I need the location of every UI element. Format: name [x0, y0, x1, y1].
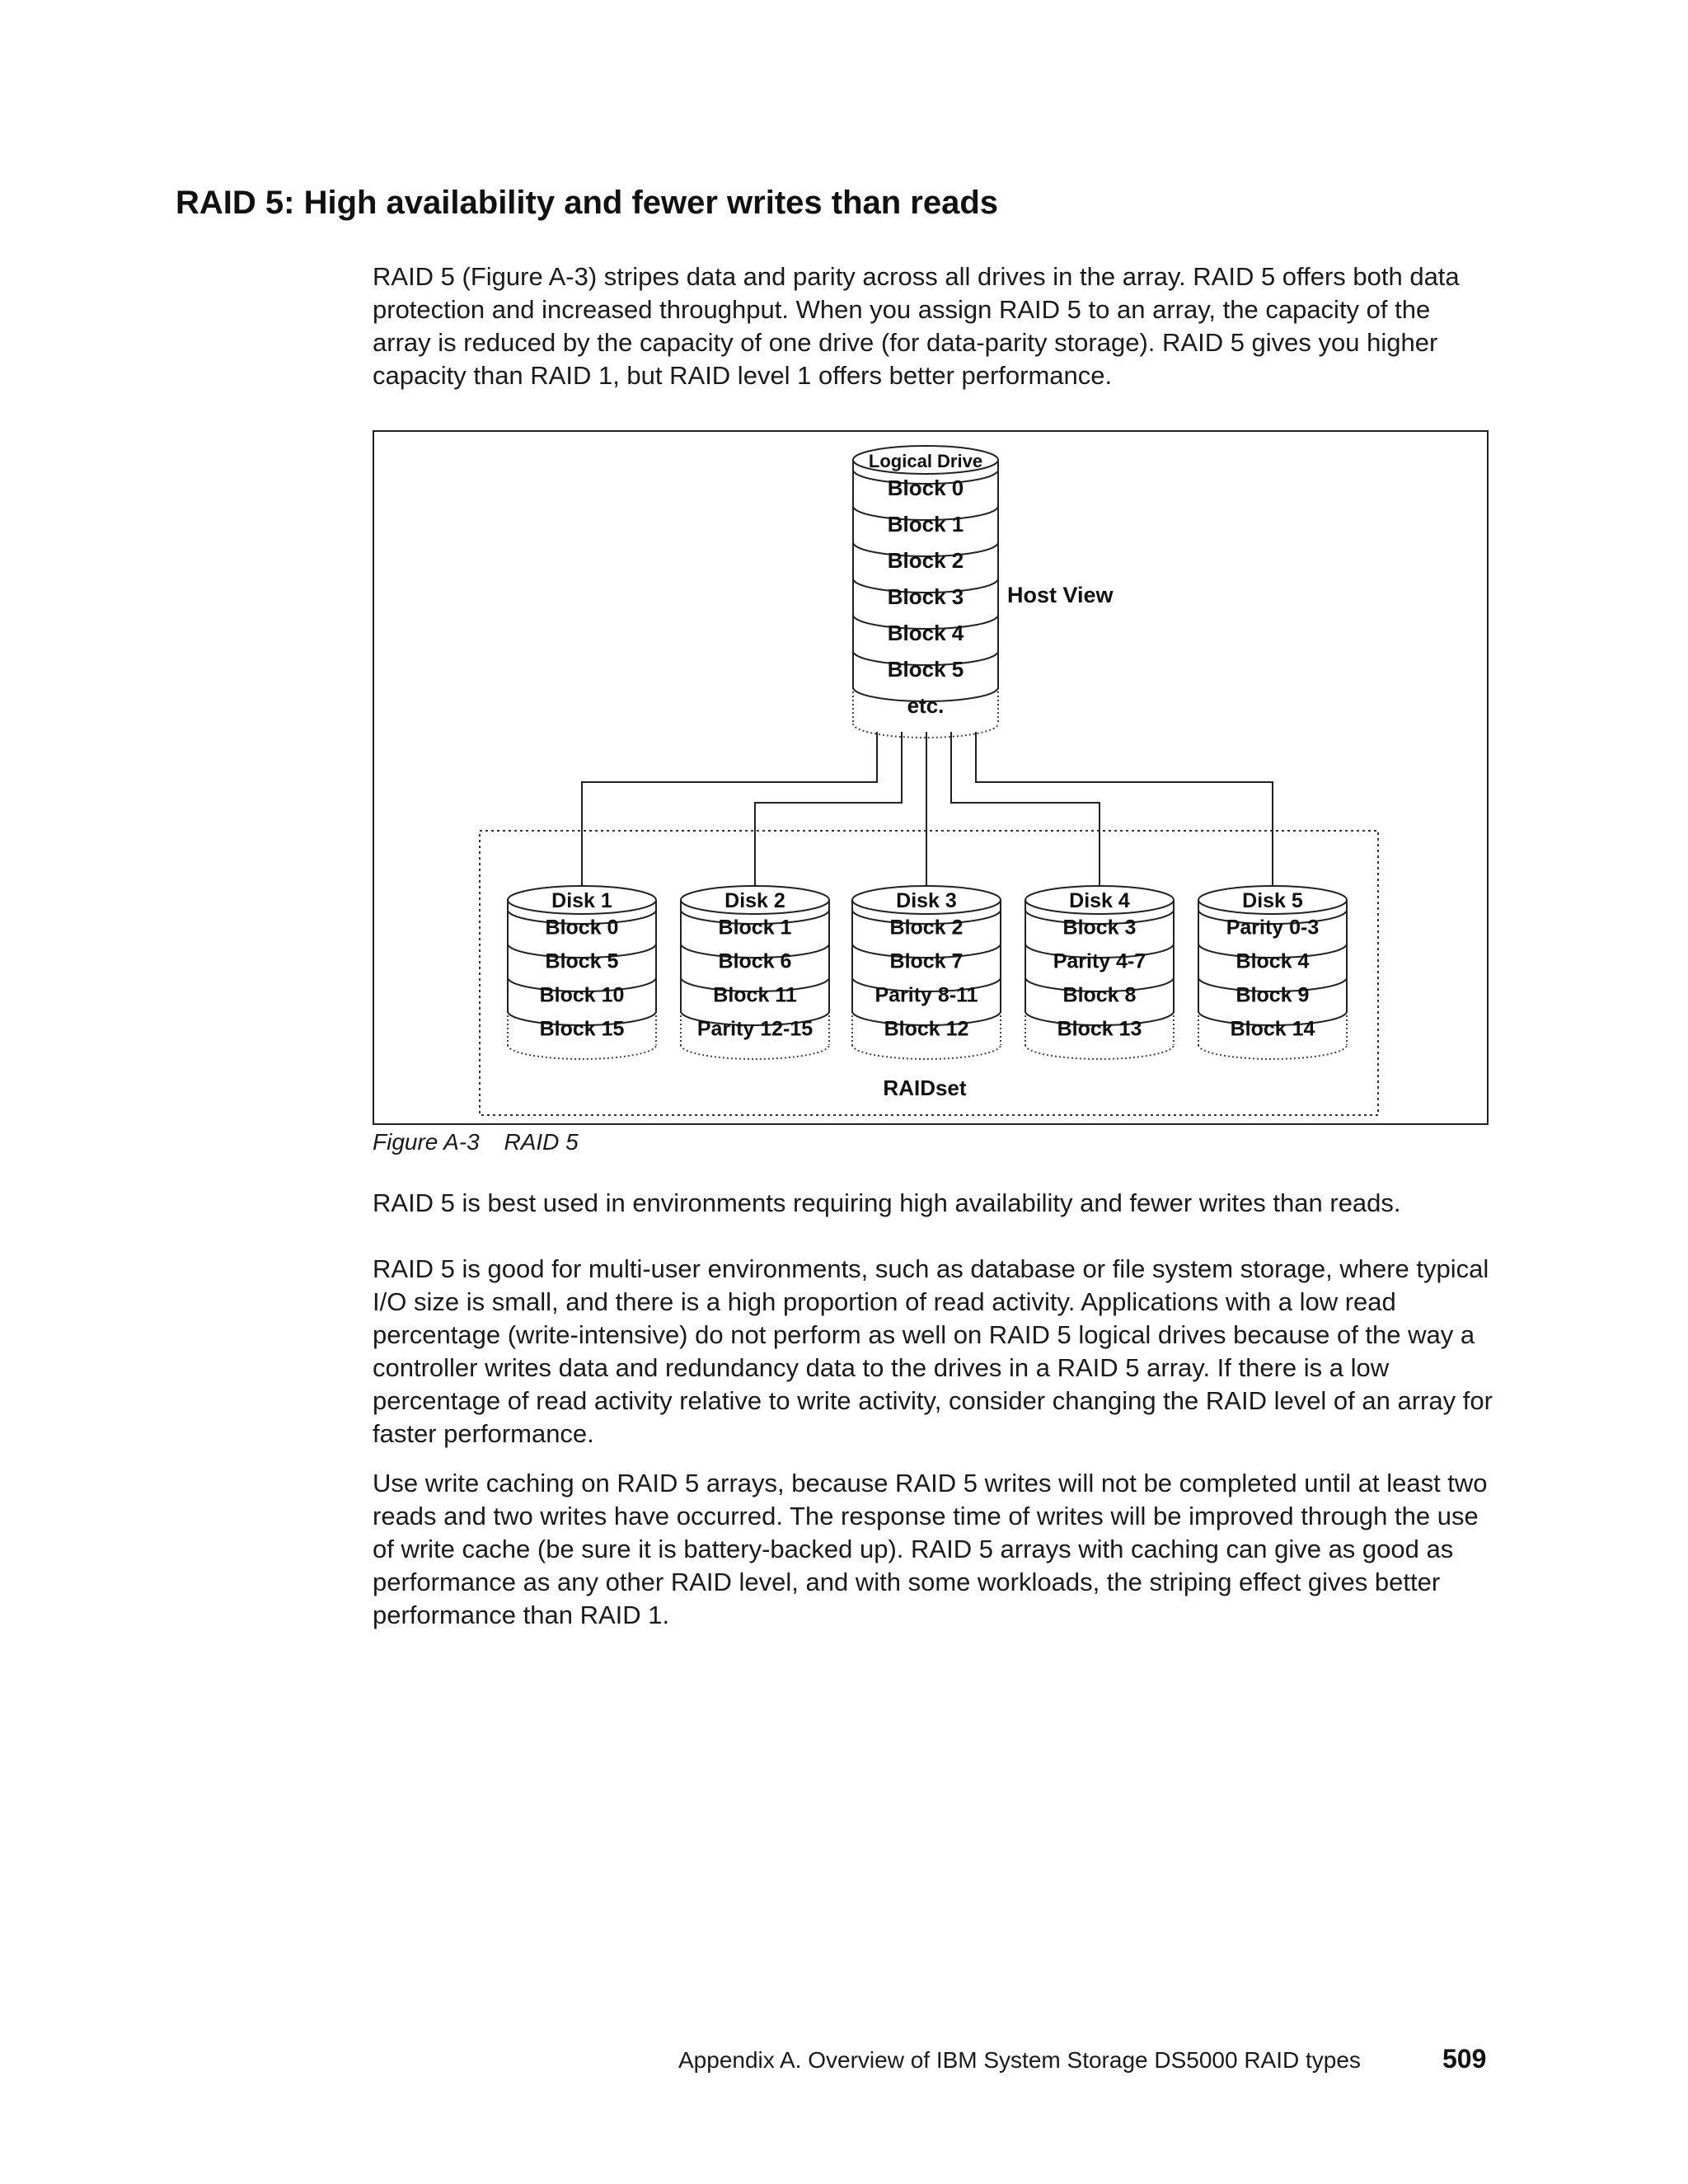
disk-5-row-label: Block 9	[1236, 983, 1310, 1007]
page-number: 509	[1442, 2044, 1487, 2074]
disk-4-title: Disk 4	[1069, 889, 1130, 912]
multi-user-paragraph: RAID 5 is good for multi-user environments, such as database or file system storage, where typical I/O size is small, and there is a high proportion of read activity. Applications with a low read percentage (write-intensive) do not perform as well on RAID 5 logical drives because of the way a controller writes data and redundancy data to the drives in a RAID 5 array. If there is a low percentage of read activity relative to write activity, consider changing the RAID level of an array for faster performance.	[373, 1254, 1493, 1448]
disk-4-row-label: Block 3	[1062, 916, 1137, 940]
connector-line	[951, 732, 1100, 886]
raid5-figure	[373, 430, 1489, 1125]
disk-1-title: Disk 1	[551, 889, 612, 912]
connector-line	[976, 732, 1273, 886]
disk-5-cylinder	[1198, 886, 1347, 1059]
footer-text: Appendix A. Overview of IBM System Storage DS5000 RAID types	[678, 2047, 1361, 2073]
disk-5-bottom	[1198, 1045, 1347, 1059]
disk-4-bottom	[1025, 1045, 1174, 1059]
logical-drive-cylinder	[853, 446, 998, 738]
logical-drive-title: Logical Drive	[868, 451, 983, 471]
disk-5-title: Disk 5	[1242, 889, 1303, 912]
raid5-diagram	[374, 432, 1487, 1123]
disk-1-bottom	[508, 1045, 656, 1059]
disk-2-row-label: Block 11	[713, 983, 797, 1007]
disk-1-more-label: Block 15	[539, 1017, 625, 1041]
section-heading: RAID 5: High availability and fewer writes than reads	[176, 185, 999, 221]
connector-line	[582, 732, 877, 886]
disk-1-row-label: Block 5	[545, 949, 619, 973]
disk-2-bottom	[681, 1045, 829, 1059]
disk-1-row-label: Block 10	[539, 983, 625, 1007]
figure-caption	[373, 1129, 579, 1155]
disk-5-row-label: Block 4	[1236, 949, 1310, 973]
write-caching-paragraph: Use write caching on RAID 5 arrays, because RAID 5 writes will not be completed until at least two reads and two writes have occurred. The response time of writes will be improved through the use of write cache (be sure it is battery-backed up). RAID 5 arrays with caching can give as good as performance as any other RAID level, and with some workloads, the striping effect gives better performance than RAID 1.	[373, 1469, 1488, 1629]
intro-paragraph: RAID 5 (Figure A-3) stripes data and parity across all drives in the array. RAID 5 offers both data protection and increased throughput. When you assign RAID 5 to an array, the capacity of the array is reduced by the capacity of one drive (for data-parity storage). RAID 5 gives you higher capacity than RAID 1, but RAID level 1 offers better performance.	[373, 262, 1460, 390]
disk-2-cylinder	[681, 886, 829, 1059]
logical-drive-row-label: Block 4	[887, 621, 964, 645]
disk-array	[508, 886, 1347, 1059]
disk-5-row-label: Parity 0-3	[1226, 916, 1320, 940]
disk-3-more-label: Block 12	[884, 1017, 969, 1041]
disk-4-row-label: Block 8	[1062, 983, 1137, 1007]
disk-2-title: Disk 2	[724, 889, 785, 912]
disk-3-title: Disk 3	[896, 889, 957, 912]
disk-4-more-label: Block 13	[1057, 1017, 1142, 1041]
logical-drive-row-label: Block 5	[887, 657, 964, 682]
logical-drive-row-label: Block 1	[887, 512, 964, 537]
logical-drive-row-label: Block 0	[887, 476, 964, 500]
host-view-label: Host View	[1007, 583, 1114, 607]
disk-4-cylinder	[1025, 886, 1174, 1059]
disk-2-row-label: Block 1	[718, 916, 792, 940]
disk-3-cylinder	[852, 886, 1001, 1059]
disk-5-more-label: Block 14	[1230, 1017, 1315, 1041]
disk-2-more-label: Parity 12-15	[696, 1017, 814, 1041]
disk-3-row-label: Block 2	[889, 916, 964, 940]
logical-drive-cylinder	[853, 446, 998, 738]
figure-caption-title: RAID 5	[504, 1129, 579, 1155]
disk-3-row-label: Block 7	[889, 949, 964, 973]
logical-drive-row-label: Block 2	[887, 548, 964, 573]
disk-1-row-label: Block 0	[545, 916, 619, 940]
figure-caption-number: Figure A-3	[373, 1129, 480, 1155]
connector-line	[755, 732, 902, 886]
connector-lines	[582, 732, 1273, 886]
raidset-boundary	[480, 831, 1378, 1115]
raidset-label: RAIDset	[883, 1076, 967, 1100]
logical-drive-row-label: Block 3	[887, 584, 964, 609]
best-use-paragraph: RAID 5 is best used in environments requiring high availability and fewer writes than reads.	[373, 1188, 1401, 1217]
disk-4-row-label: Parity 4-7	[1053, 949, 1146, 973]
disk-3-bottom	[852, 1045, 1001, 1059]
logical-drive-more-label: etc.	[907, 693, 945, 718]
disk-3-row-label: Parity 8-11	[874, 983, 978, 1007]
disk-1-cylinder	[508, 886, 656, 1059]
disk-2-row-label: Block 6	[718, 949, 792, 973]
